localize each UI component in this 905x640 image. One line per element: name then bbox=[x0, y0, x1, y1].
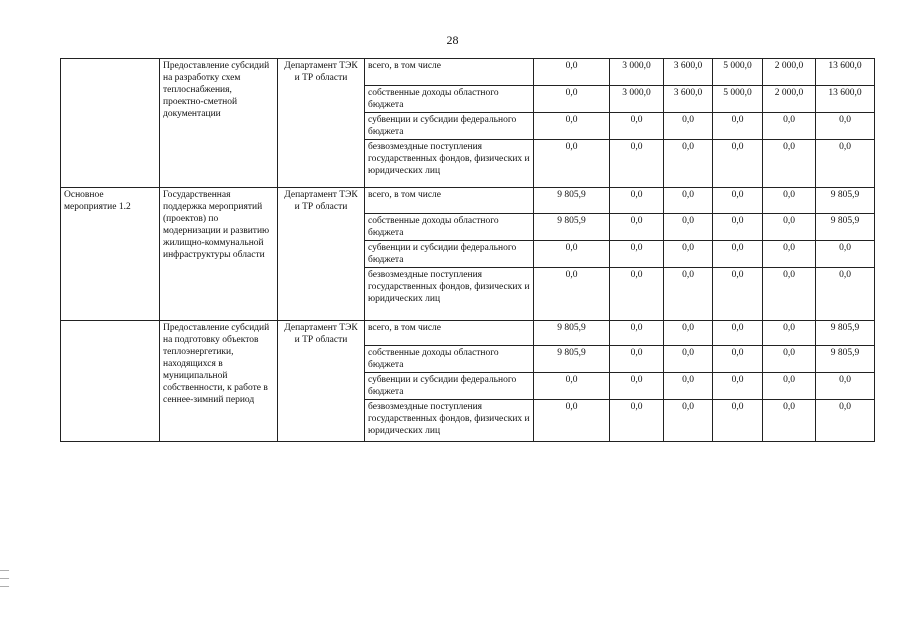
funding-source-cell: субвенции и субсидии федерального бюджета bbox=[365, 373, 534, 400]
funding-source-cell: всего, в том числе bbox=[365, 188, 534, 214]
year-value-cell: 0,0 bbox=[763, 321, 816, 346]
year-value-cell: 0,0 bbox=[664, 188, 713, 214]
table-row bbox=[61, 59, 875, 86]
funding-source-cell: безвозмездные поступления государственных фондов, физических и юридических лиц bbox=[365, 268, 534, 321]
year-value-cell: 0,0 bbox=[534, 140, 610, 188]
year-value-cell: 0,0 bbox=[664, 241, 713, 268]
year-value-cell: 0,0 bbox=[610, 373, 664, 400]
year-value-cell: 0,0 bbox=[763, 373, 816, 400]
year-value-cell: 0,0 bbox=[610, 321, 664, 346]
year-value-cell: 0,0 bbox=[763, 400, 816, 442]
total-value-cell: 0,0 bbox=[816, 140, 875, 188]
executor-cell: Департамент ТЭК и ТР области bbox=[278, 321, 365, 442]
total-value-cell: 0,0 bbox=[816, 400, 875, 442]
year-value-cell: 0,0 bbox=[534, 268, 610, 321]
funding-source-cell: собственные доходы областного бюджета bbox=[365, 214, 534, 241]
year-value-cell: 0,0 bbox=[664, 268, 713, 321]
year-value-cell: 2 000,0 bbox=[763, 86, 816, 113]
total-value-cell: 9 805,9 bbox=[816, 214, 875, 241]
year-value-cell: 0,0 bbox=[664, 140, 713, 188]
funding-source-cell: субвенции и субсидии федерального бюджета bbox=[365, 113, 534, 140]
total-value-cell: 0,0 bbox=[816, 268, 875, 321]
executor-cell: Департамент ТЭК и ТР области bbox=[278, 59, 365, 188]
year-value-cell: 0,0 bbox=[713, 373, 763, 400]
funding-source-cell: безвозмездные поступления государственных фондов, физических и юридических лиц bbox=[365, 400, 534, 442]
measure-name-cell: Предоставление субсидий на подготовку объектов теплоэнергетики, находящихся в муниципальной собственности, к работе в сеннее-зимний период bbox=[160, 321, 278, 442]
year-value-cell: 0,0 bbox=[763, 140, 816, 188]
year-value-cell: 0,0 bbox=[664, 400, 713, 442]
year-value-cell: 0,0 bbox=[610, 188, 664, 214]
year-value-cell: 5 000,0 bbox=[713, 86, 763, 113]
funding-source-cell: безвозмездные поступления государственных фондов, физических и юридических лиц bbox=[365, 140, 534, 188]
event-cell bbox=[61, 59, 160, 188]
funding-source-cell: всего, в том числе bbox=[365, 321, 534, 346]
year-value-cell: 0,0 bbox=[763, 188, 816, 214]
total-value-cell: 13 600,0 bbox=[816, 59, 875, 86]
year-value-cell: 3 000,0 bbox=[610, 59, 664, 86]
year-value-cell: 0,0 bbox=[763, 113, 816, 140]
table-row bbox=[61, 188, 875, 214]
year-value-cell: 0,0 bbox=[534, 59, 610, 86]
year-value-cell: 0,0 bbox=[534, 241, 610, 268]
funding-source-cell: собственные доходы областного бюджета bbox=[365, 86, 534, 113]
year-value-cell: 0,0 bbox=[610, 268, 664, 321]
year-value-cell: 0,0 bbox=[763, 346, 816, 373]
year-value-cell: 3 600,0 bbox=[664, 86, 713, 113]
event-cell: Основное мероприятие 1.2 bbox=[61, 188, 160, 321]
total-value-cell: 13 600,0 bbox=[816, 86, 875, 113]
year-value-cell: 0,0 bbox=[664, 214, 713, 241]
year-value-cell: 0,0 bbox=[610, 214, 664, 241]
funding-source-cell: собственные доходы областного бюджета bbox=[365, 346, 534, 373]
year-value-cell: 0,0 bbox=[610, 113, 664, 140]
year-value-cell: 0,0 bbox=[664, 346, 713, 373]
year-value-cell: 0,0 bbox=[713, 268, 763, 321]
year-value-cell: 5 000,0 bbox=[713, 59, 763, 86]
year-value-cell: 0,0 bbox=[534, 113, 610, 140]
year-value-cell: 0,0 bbox=[534, 86, 610, 113]
table-row bbox=[61, 321, 875, 346]
year-value-cell: 0,0 bbox=[534, 373, 610, 400]
total-value-cell: 9 805,9 bbox=[816, 321, 875, 346]
year-value-cell: 0,0 bbox=[534, 400, 610, 442]
year-value-cell: 0,0 bbox=[610, 346, 664, 373]
year-value-cell: 9 805,9 bbox=[534, 214, 610, 241]
total-value-cell: 9 805,9 bbox=[816, 188, 875, 214]
total-value-cell: 0,0 bbox=[816, 113, 875, 140]
budget-table bbox=[60, 58, 875, 442]
year-value-cell: 0,0 bbox=[610, 140, 664, 188]
year-value-cell: 0,0 bbox=[713, 140, 763, 188]
year-value-cell: 0,0 bbox=[713, 113, 763, 140]
year-value-cell: 0,0 bbox=[664, 321, 713, 346]
year-value-cell: 0,0 bbox=[713, 188, 763, 214]
measure-name-cell: Государственная поддержка мероприятий (проектов) по модернизации и развитию жилищно-коммунальной инфраструктуры области bbox=[160, 188, 278, 321]
year-value-cell: 0,0 bbox=[713, 346, 763, 373]
year-value-cell: 0,0 bbox=[763, 214, 816, 241]
year-value-cell: 0,0 bbox=[664, 113, 713, 140]
executor-cell: Департамент ТЭК и ТР области bbox=[278, 188, 365, 321]
funding-source-cell: субвенции и субсидии федерального бюджета bbox=[365, 241, 534, 268]
year-value-cell: 9 805,9 bbox=[534, 188, 610, 214]
year-value-cell: 0,0 bbox=[763, 268, 816, 321]
year-value-cell: 0,0 bbox=[713, 214, 763, 241]
year-value-cell: 9 805,9 bbox=[534, 321, 610, 346]
year-value-cell: 0,0 bbox=[713, 321, 763, 346]
year-value-cell: 3 600,0 bbox=[664, 59, 713, 86]
total-value-cell: 0,0 bbox=[816, 241, 875, 268]
year-value-cell: 9 805,9 bbox=[534, 346, 610, 373]
year-value-cell: 3 000,0 bbox=[610, 86, 664, 113]
total-value-cell: 0,0 bbox=[816, 373, 875, 400]
year-value-cell: 2 000,0 bbox=[763, 59, 816, 86]
event-cell bbox=[61, 321, 160, 442]
year-value-cell: 0,0 bbox=[713, 241, 763, 268]
year-value-cell: 0,0 bbox=[610, 241, 664, 268]
year-value-cell: 0,0 bbox=[713, 400, 763, 442]
funding-source-cell: всего, в том числе bbox=[365, 59, 534, 86]
total-value-cell: 9 805,9 bbox=[816, 346, 875, 373]
year-value-cell: 0,0 bbox=[610, 400, 664, 442]
page-number: 28 bbox=[446, 33, 459, 47]
measure-name-cell: Предоставление субсидий на разработку схем теплоснабжения, проектно-сметной документации bbox=[160, 59, 278, 188]
year-value-cell: 0,0 bbox=[763, 241, 816, 268]
scan-edge-marks: — — — bbox=[0, 565, 9, 591]
year-value-cell: 0,0 bbox=[664, 373, 713, 400]
budget-table-body bbox=[61, 59, 875, 442]
